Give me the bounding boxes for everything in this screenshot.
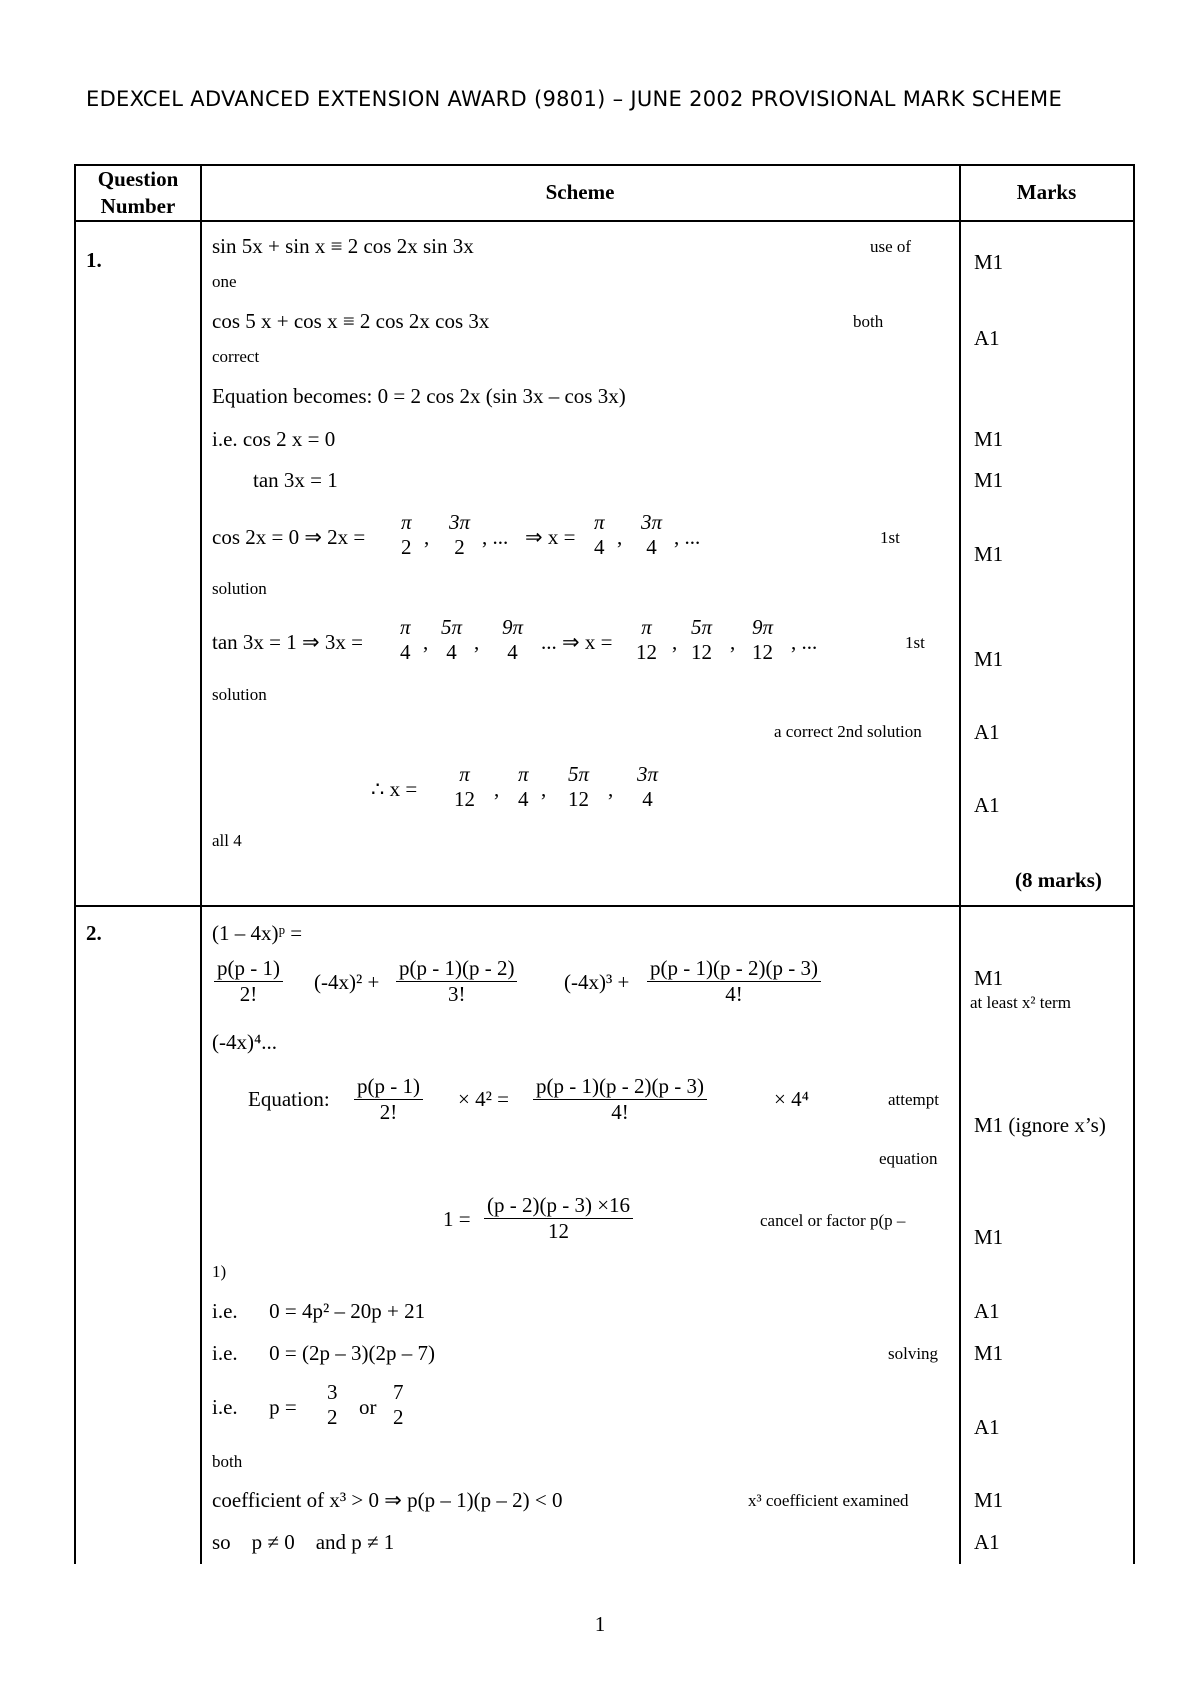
q1-total-marks: (8 marks) (1015, 868, 1102, 892)
q2-line-coefficient: coefficient of x³ > 0 ⇒ p(p – 1)(p – 2) < 0 (212, 1488, 563, 1512)
header-bottom-border (74, 220, 1134, 222)
q2-equation-label: Equation: (248, 1087, 330, 1111)
question-1-number: 1. (86, 248, 102, 272)
q2-note-cancel-cont: 1) (212, 1262, 227, 1281)
table-top-border (74, 164, 1134, 166)
q1-mark-1: M1 (974, 250, 1004, 274)
question-2-number: 2. (86, 921, 102, 945)
comma-separator: , (423, 630, 429, 654)
ellipsis-separator: , ... (674, 525, 701, 549)
q2-note-equation: equation (879, 1149, 938, 1168)
q1-line-equation: Equation becomes: 0 = 2 cos 2x (sin 3x – cos 3x) (212, 384, 626, 408)
q1-note-solution-a: solution (212, 579, 267, 598)
q1-mark-6: M1 (974, 542, 1004, 566)
frac-9pi-over-4: 9π 4 (502, 615, 524, 664)
q1-note-solution-b: solution (212, 685, 267, 704)
frac-pi-over-2: π 2 (401, 510, 412, 559)
q2-mark-2: M1 (974, 966, 1004, 990)
frac-3pi-over-4: 3π 4 (637, 762, 659, 811)
frac-3pi-over-4: 3π 4 (641, 510, 663, 559)
q1-note-both: both (853, 312, 884, 331)
q2-line-p-values-or: or (359, 1395, 377, 1419)
frac-5pi-over-4: 5π 4 (441, 615, 463, 664)
q1-note-all-4: all 4 (212, 831, 242, 850)
header-marks: Marks (1016, 180, 1077, 204)
header-question-number: Question Number (97, 167, 179, 218)
q2-mark-7: A1 (974, 1415, 1000, 1439)
frac-5pi-over-12: 5π 12 (568, 762, 590, 811)
document-heading: EDEXCEL ADVANCED EXTENSION AWARD (9801) – JUNE 2002 PROVISIONAL MARK SCHEME (86, 87, 1063, 111)
table-left-border (74, 164, 76, 1564)
q1-mark-2: A1 (974, 326, 1000, 350)
q1-note-1st-b: 1st (905, 633, 925, 652)
q2-note-cancel: cancel or factor p(p – (760, 1211, 906, 1230)
q1-mark-8: A1 (974, 720, 1000, 744)
q2-mark-4: M1 (974, 1225, 1004, 1249)
frac-9pi-over-12: 9π 12 (752, 615, 774, 664)
q1-bottom-border (74, 905, 1134, 907)
comma-separator: , (424, 525, 430, 549)
header-scheme: Scheme (545, 180, 615, 204)
frac-5pi-over-12: 5π 12 (691, 615, 713, 664)
comma-separator: , (474, 630, 480, 654)
frac-p-p-1-over-2factorial: p(p - 1) 2! (214, 956, 283, 1007)
frac-3-over-2: 3 2 (327, 1380, 338, 1429)
q1-mark-4: M1 (974, 427, 1004, 451)
q2-line4-prefix: 1 = (443, 1207, 471, 1231)
comma-separator: , (730, 630, 736, 654)
q1-mark-7: M1 (974, 647, 1004, 671)
q2-note-solving: solving (888, 1344, 939, 1363)
q2-line-quadratic: i.e. 0 = 4p² – 20p + 21 (212, 1299, 426, 1323)
frac-7-over-2: 7 2 (393, 1380, 404, 1429)
frac-pi-over-4: π 4 (400, 615, 411, 664)
frac-pi-over-12: π 12 (454, 762, 475, 811)
q2-note-coefficient: x³ coefficient examined (748, 1491, 909, 1510)
q2-mark-2-note: at least x² term (970, 993, 1071, 1012)
comma-separator: , (541, 777, 547, 801)
page-number: 1 (594, 1612, 606, 1636)
q2-term-b: (-4x)³ + (564, 970, 630, 994)
frac-pi-over-12: π 12 (636, 615, 657, 664)
question-col-border (200, 164, 202, 1564)
q2-equation-mid: × 4² = (458, 1087, 509, 1111)
frac-p-quartic-over-4factorial: p(p - 1)(p - 2)(p - 3) 4! (647, 956, 821, 1007)
frac-pi-over-4: π 4 (594, 510, 605, 559)
q2-term-a: (-4x)² + (314, 970, 380, 994)
frac-3pi-over-2: 3π 2 (449, 510, 471, 559)
q1-mark-9: A1 (974, 793, 1000, 817)
q2-mark-3: M1 (ignore x’s) (974, 1113, 1106, 1137)
q1-note-one: one (212, 272, 237, 291)
frac-p-cubic-over-3factorial: p(p - 1)(p - 2) 3! (396, 956, 517, 1007)
comma-separator: , (608, 777, 614, 801)
q1-note-correct: correct (212, 347, 260, 366)
frac-p-p-1-over-2factorial: p(p - 1) 2! (354, 1074, 423, 1125)
frac-pi-over-4: π 4 (518, 762, 529, 811)
scheme-col-border (959, 164, 961, 1564)
q1-line-cos2x-zero: i.e. cos 2 x = 0 (212, 427, 336, 451)
q1-line-final-prefix: ∴ x = (371, 777, 418, 801)
q1-line-tan-solutions-prefix: tan 3x = 1 ⇒ 3x = (212, 630, 363, 654)
q2-mark-8: M1 (974, 1488, 1004, 1512)
q1-note-1st-a: 1st (880, 528, 900, 547)
frac-simplified-equation: (p - 2)(p - 3) ×16 12 (484, 1193, 633, 1244)
q2-mark-5: A1 (974, 1299, 1000, 1323)
ellipsis-separator: , ... (791, 630, 818, 654)
q2-line-factorised: i.e. 0 = (2p – 3)(2p – 7) (212, 1341, 435, 1365)
q1-note-correct-2nd-solution: a correct 2nd solution (774, 722, 922, 741)
q1-line-tan3x-one: tan 3x = 1 (253, 468, 338, 492)
q1-mark-5: M1 (974, 468, 1004, 492)
comma-separator: , (494, 777, 500, 801)
comma-separator: , (672, 630, 678, 654)
q1-line-sin-identity: sin 5x + sin x ≡ 2 cos 2x sin 3x (212, 234, 474, 258)
q2-line-p-values-prefix: i.e. p = (212, 1395, 297, 1419)
q1-line-tan-solutions-mid: ... ⇒ x = (541, 630, 613, 654)
q1-line-cos-solutions-mid: ⇒ x = (525, 525, 576, 549)
ellipsis-separator: , ... (482, 525, 509, 549)
q2-note-attempt: attempt (888, 1090, 939, 1109)
q2-equation-tail: × 4⁴ (774, 1087, 809, 1111)
q2-note-both: both (212, 1452, 243, 1471)
q2-mark-9: A1 (974, 1530, 1000, 1554)
table-right-border (1133, 164, 1135, 1564)
comma-separator: , (617, 525, 623, 549)
q2-line-p-not-values: so p ≠ 0 and p ≠ 1 (212, 1530, 395, 1554)
frac-p-quartic-over-4factorial: p(p - 1)(p - 2)(p - 3) 4! (533, 1074, 707, 1125)
q2-line2-tail: (-4x)⁴... (212, 1030, 278, 1054)
q1-line-cos-identity: cos 5 x + cos x ≡ 2 cos 2x cos 3x (212, 309, 490, 333)
q1-note-use-of: use of (870, 237, 912, 256)
q1-line-cos-solutions-prefix: cos 2x = 0 ⇒ 2x = (212, 525, 366, 549)
q2-mark-6: M1 (974, 1341, 1004, 1365)
q2-line-binomial-start: (1 – 4x)ᵖ = (212, 921, 303, 945)
